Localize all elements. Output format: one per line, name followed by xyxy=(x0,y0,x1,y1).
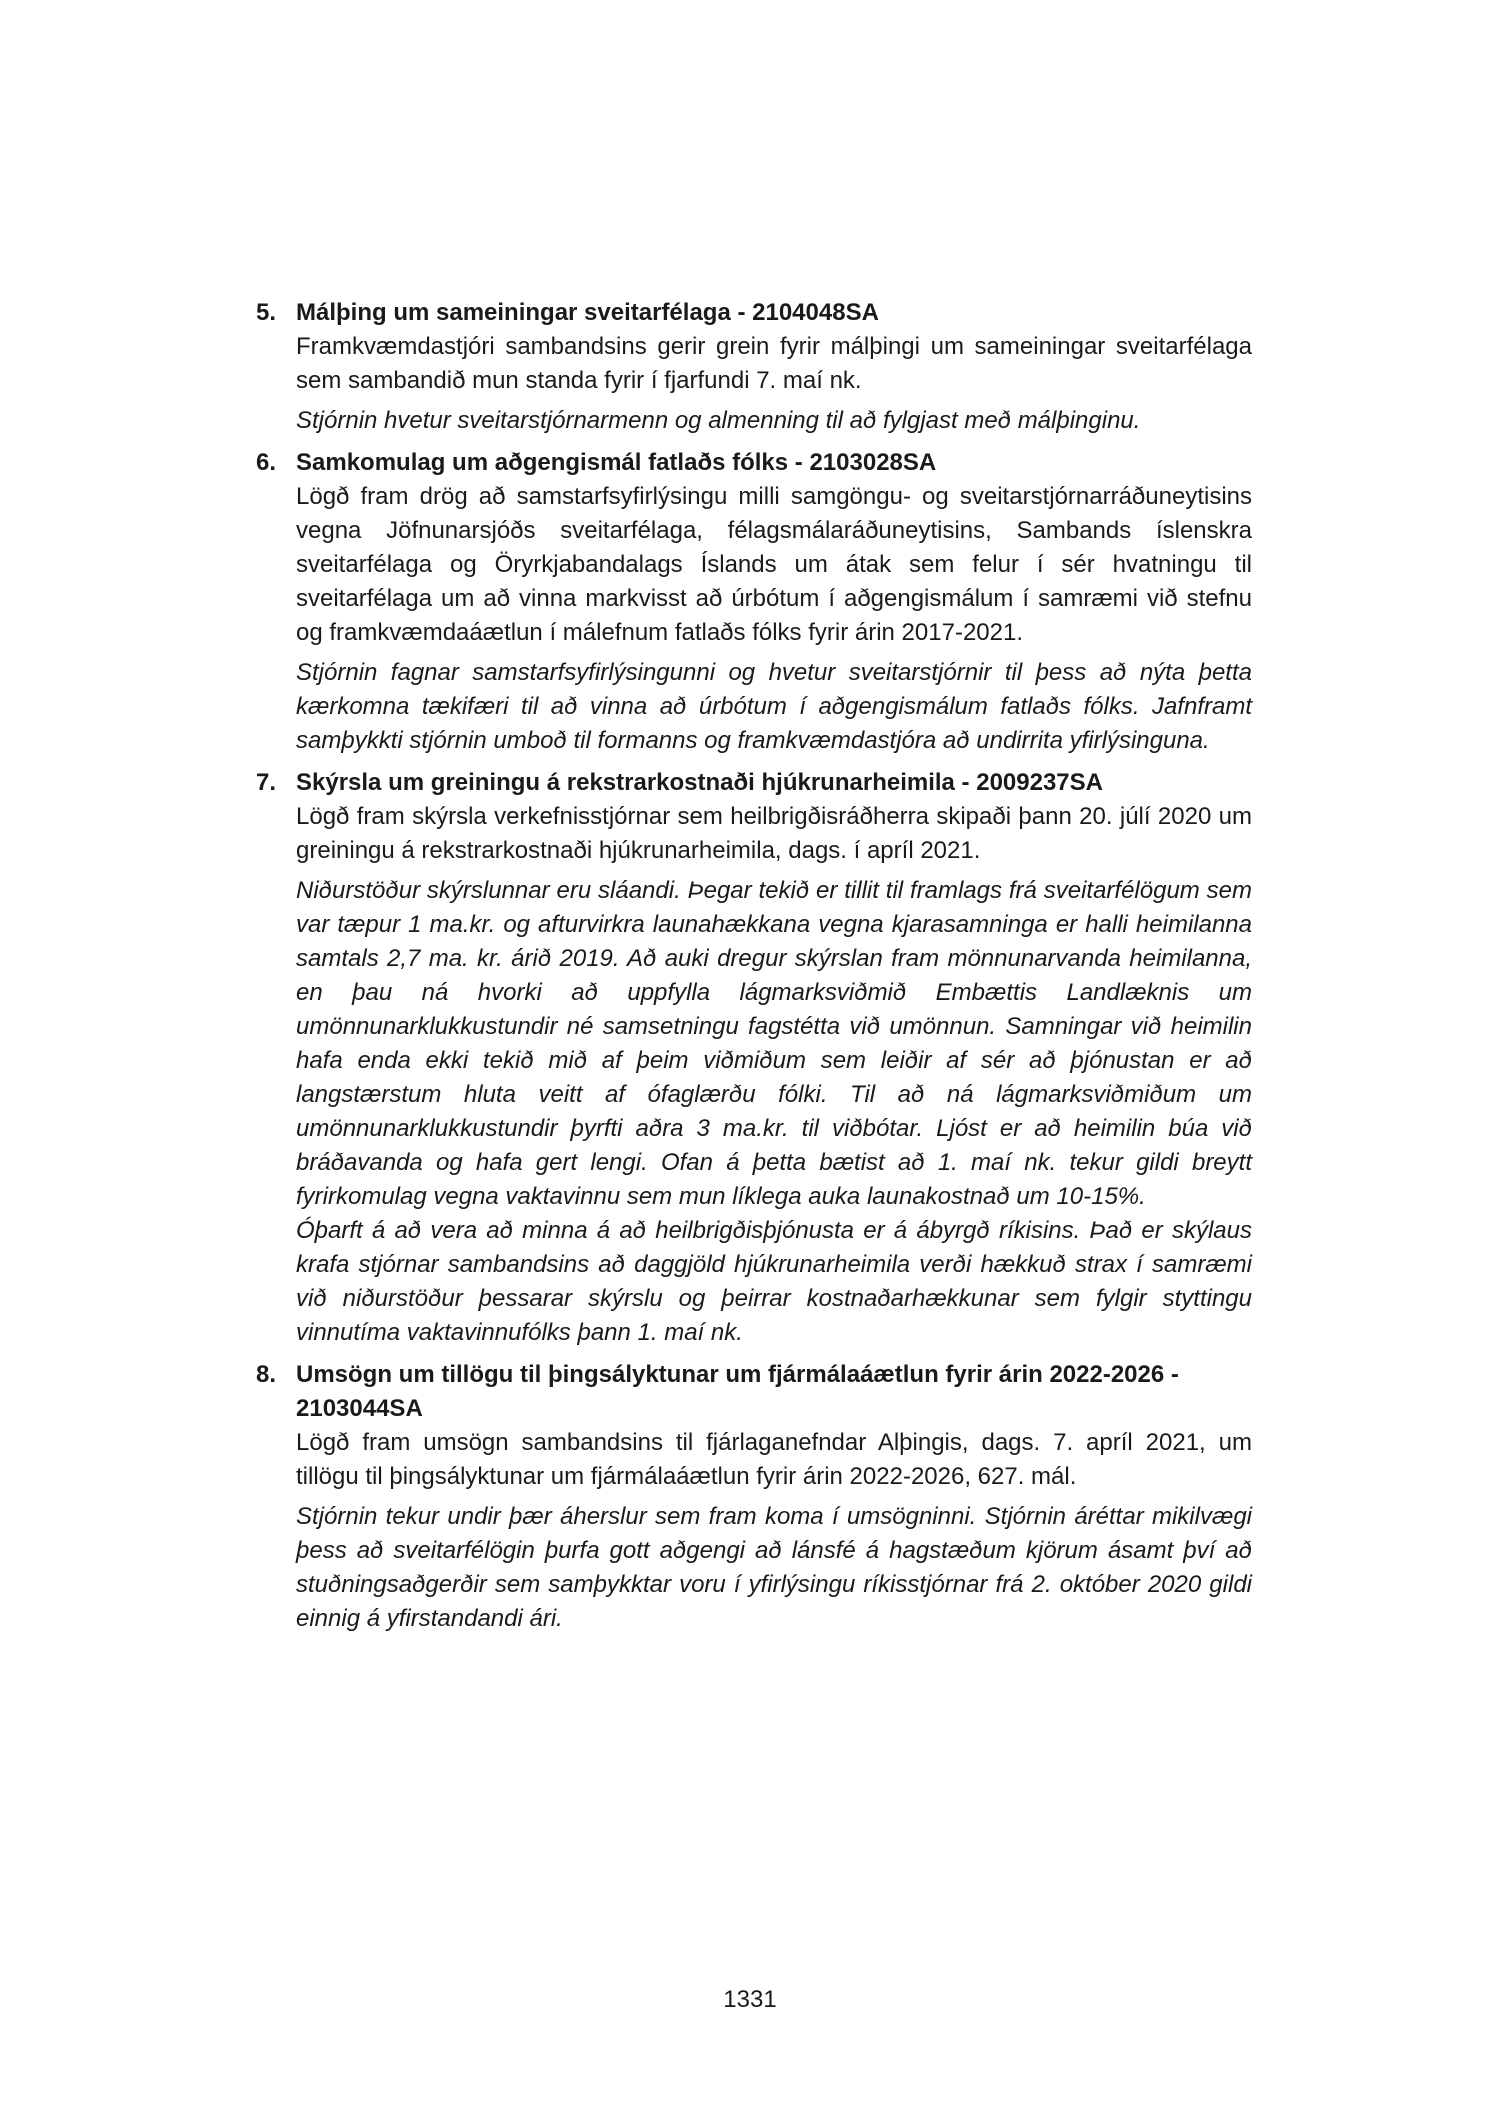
item-title: Skýrsla um greiningu á rekstrarkostnaði hjúkrunarheimila - 2009237SA xyxy=(296,769,1103,796)
item-decision: Stjórnin tekur undir þær áherslur sem fram koma í umsögninni. Stjórnin áréttar mikilvægi þess að sveitarfélögin þurfa gott aðgengi að lánsfé á hagstæðum kjörum ásamt því að stuðningsaðgerðir sem samþykktar voru í yfirlýsingu ríkisstjórnar frá 2. október 2020 gildi einnig á yfirstandandi ári. xyxy=(296,1503,1252,1632)
page-number: 1331 xyxy=(723,1986,777,2013)
agenda-item-5 xyxy=(256,296,1252,438)
item-number: 7. xyxy=(256,769,277,796)
item-body: Framkvæmdastjóri sambandsins gerir grein fyrir málþingi um sameiningar sveitarfélaga sem sambandið mun standa fyrir í fjarfundi 7. maí nk. xyxy=(296,333,1252,394)
item-body: Lögð fram skýrsla verkefnisstjórnar sem heilbrigðisráðherra skipaði þann 20. júlí 2020 um greiningu á rekstrarkostnaði hjúkrunarheimila, dags. í apríl 2021. xyxy=(296,803,1252,864)
item-decision: Stjórnin fagnar samstarfsyfirlýsingunni og hvetur sveitarstjórnir til þess að nýta þetta kærkomna tækifæri til að vinna að úrbótum í aðgengismálum fatlaðs fólks. Jafnframt samþykkti stjórnin umboð til formanns og framkvæmdastjóra að undirrita yfirlýsinguna. xyxy=(296,659,1252,754)
item-number: 8. xyxy=(256,1361,277,1388)
item-title: Umsögn um tillögu til þingsályktunar um fjármálaáætlun fyrir árin 2022-2026 - 2103044SA xyxy=(296,1361,1179,1422)
item-title: Samkomulag um aðgengismál fatlaðs fólks - 2103028SA xyxy=(296,449,937,476)
agenda-item-7 xyxy=(256,766,1252,1350)
item-title: Málþing um sameiningar sveitarfélaga - 2104048SA xyxy=(296,299,879,326)
item-body: Lögð fram drög að samstarfsyfirlýsingu milli samgöngu- og sveitarstjórnarráðuneytisins vegna Jöfnunarsjóðs sveitarfélaga, félagsmálaráðuneytisins, Sambands íslenskra sveitarfélaga og Öryrkjabandalags Íslands um átak sem felur í sér hvatningu til sveitarfélaga um að vinna markvisst að úrbótum í aðgengismálum í samræmi við stefnu og framkvæmdaáætlun í málefnum fatlaðs fólks fyrir árin 2017-2021. xyxy=(296,483,1252,646)
item-number: 5. xyxy=(256,299,277,326)
agenda-item-8 xyxy=(256,1358,1252,1636)
item-decision: Niðurstöður skýrslunnar eru sláandi. Þegar tekið er tillit til framlags frá sveitarfélögum sem var tæpur 1 ma.kr. og afturvirkra launahækkana vegna kjarasamninga er halli heimilanna samtals 2,7 ma. kr. árið 2019. Að auki dregur skýrslan fram mönnunarvanda heimilanna, en þau ná hvorki að uppfylla lágmarksviðmið Embættis Landlæknis um umönnunarklukkustundir né samsetningu fagstétta við umönnun. Samningar við heimilin hafa enda ekki tekið mið af þeim viðmiðum sem leiðir af sér að þjónustan er að langstærstum hluta veitt af ófaglærðu fólki. Til að ná lágmarksviðmiðum um umönnunarklukkustundir þyrfti aðra 3 ma.kr. til viðbótar. Ljóst er að heimilin búa við bráðavanda og hafa gert lengi. Ofan á þetta bætist að 1. maí nk. tekur gildi breytt fyrirkomulag vegna vaktavinnu sem mun líklega auka launakostnað um 10-15%. xyxy=(296,877,1252,1210)
item-number: 6. xyxy=(256,449,277,476)
item-decision: Stjórnin hvetur sveitarstjórnarmenn og almenning til að fylgjast með málþinginu. xyxy=(296,407,1141,434)
agenda-items xyxy=(256,296,1252,1636)
agenda-item-6 xyxy=(256,446,1252,758)
item-decision-continued: Óþarft á að vera að minna á að heilbrigðisþjónusta er á ábyrgð ríkisins. Það er skýlaus krafa stjórnar sambandsins að daggjöld hjúkrunarheimila verði hækkuð strax í samræmi við niðurstöður þessarar skýrslu og þeirrar kostnaðarhækkunar sem fylgir styttingu vinnutíma vaktavinnufólks þann 1. maí nk. xyxy=(296,1217,1252,1346)
item-body: Lögð fram umsögn sambandsins til fjárlaganefndar Alþingis, dags. 7. apríl 2021, um tillögu til þingsályktunar um fjármálaáætlun fyrir árin 2022-2026, 627. mál. xyxy=(296,1429,1252,1490)
